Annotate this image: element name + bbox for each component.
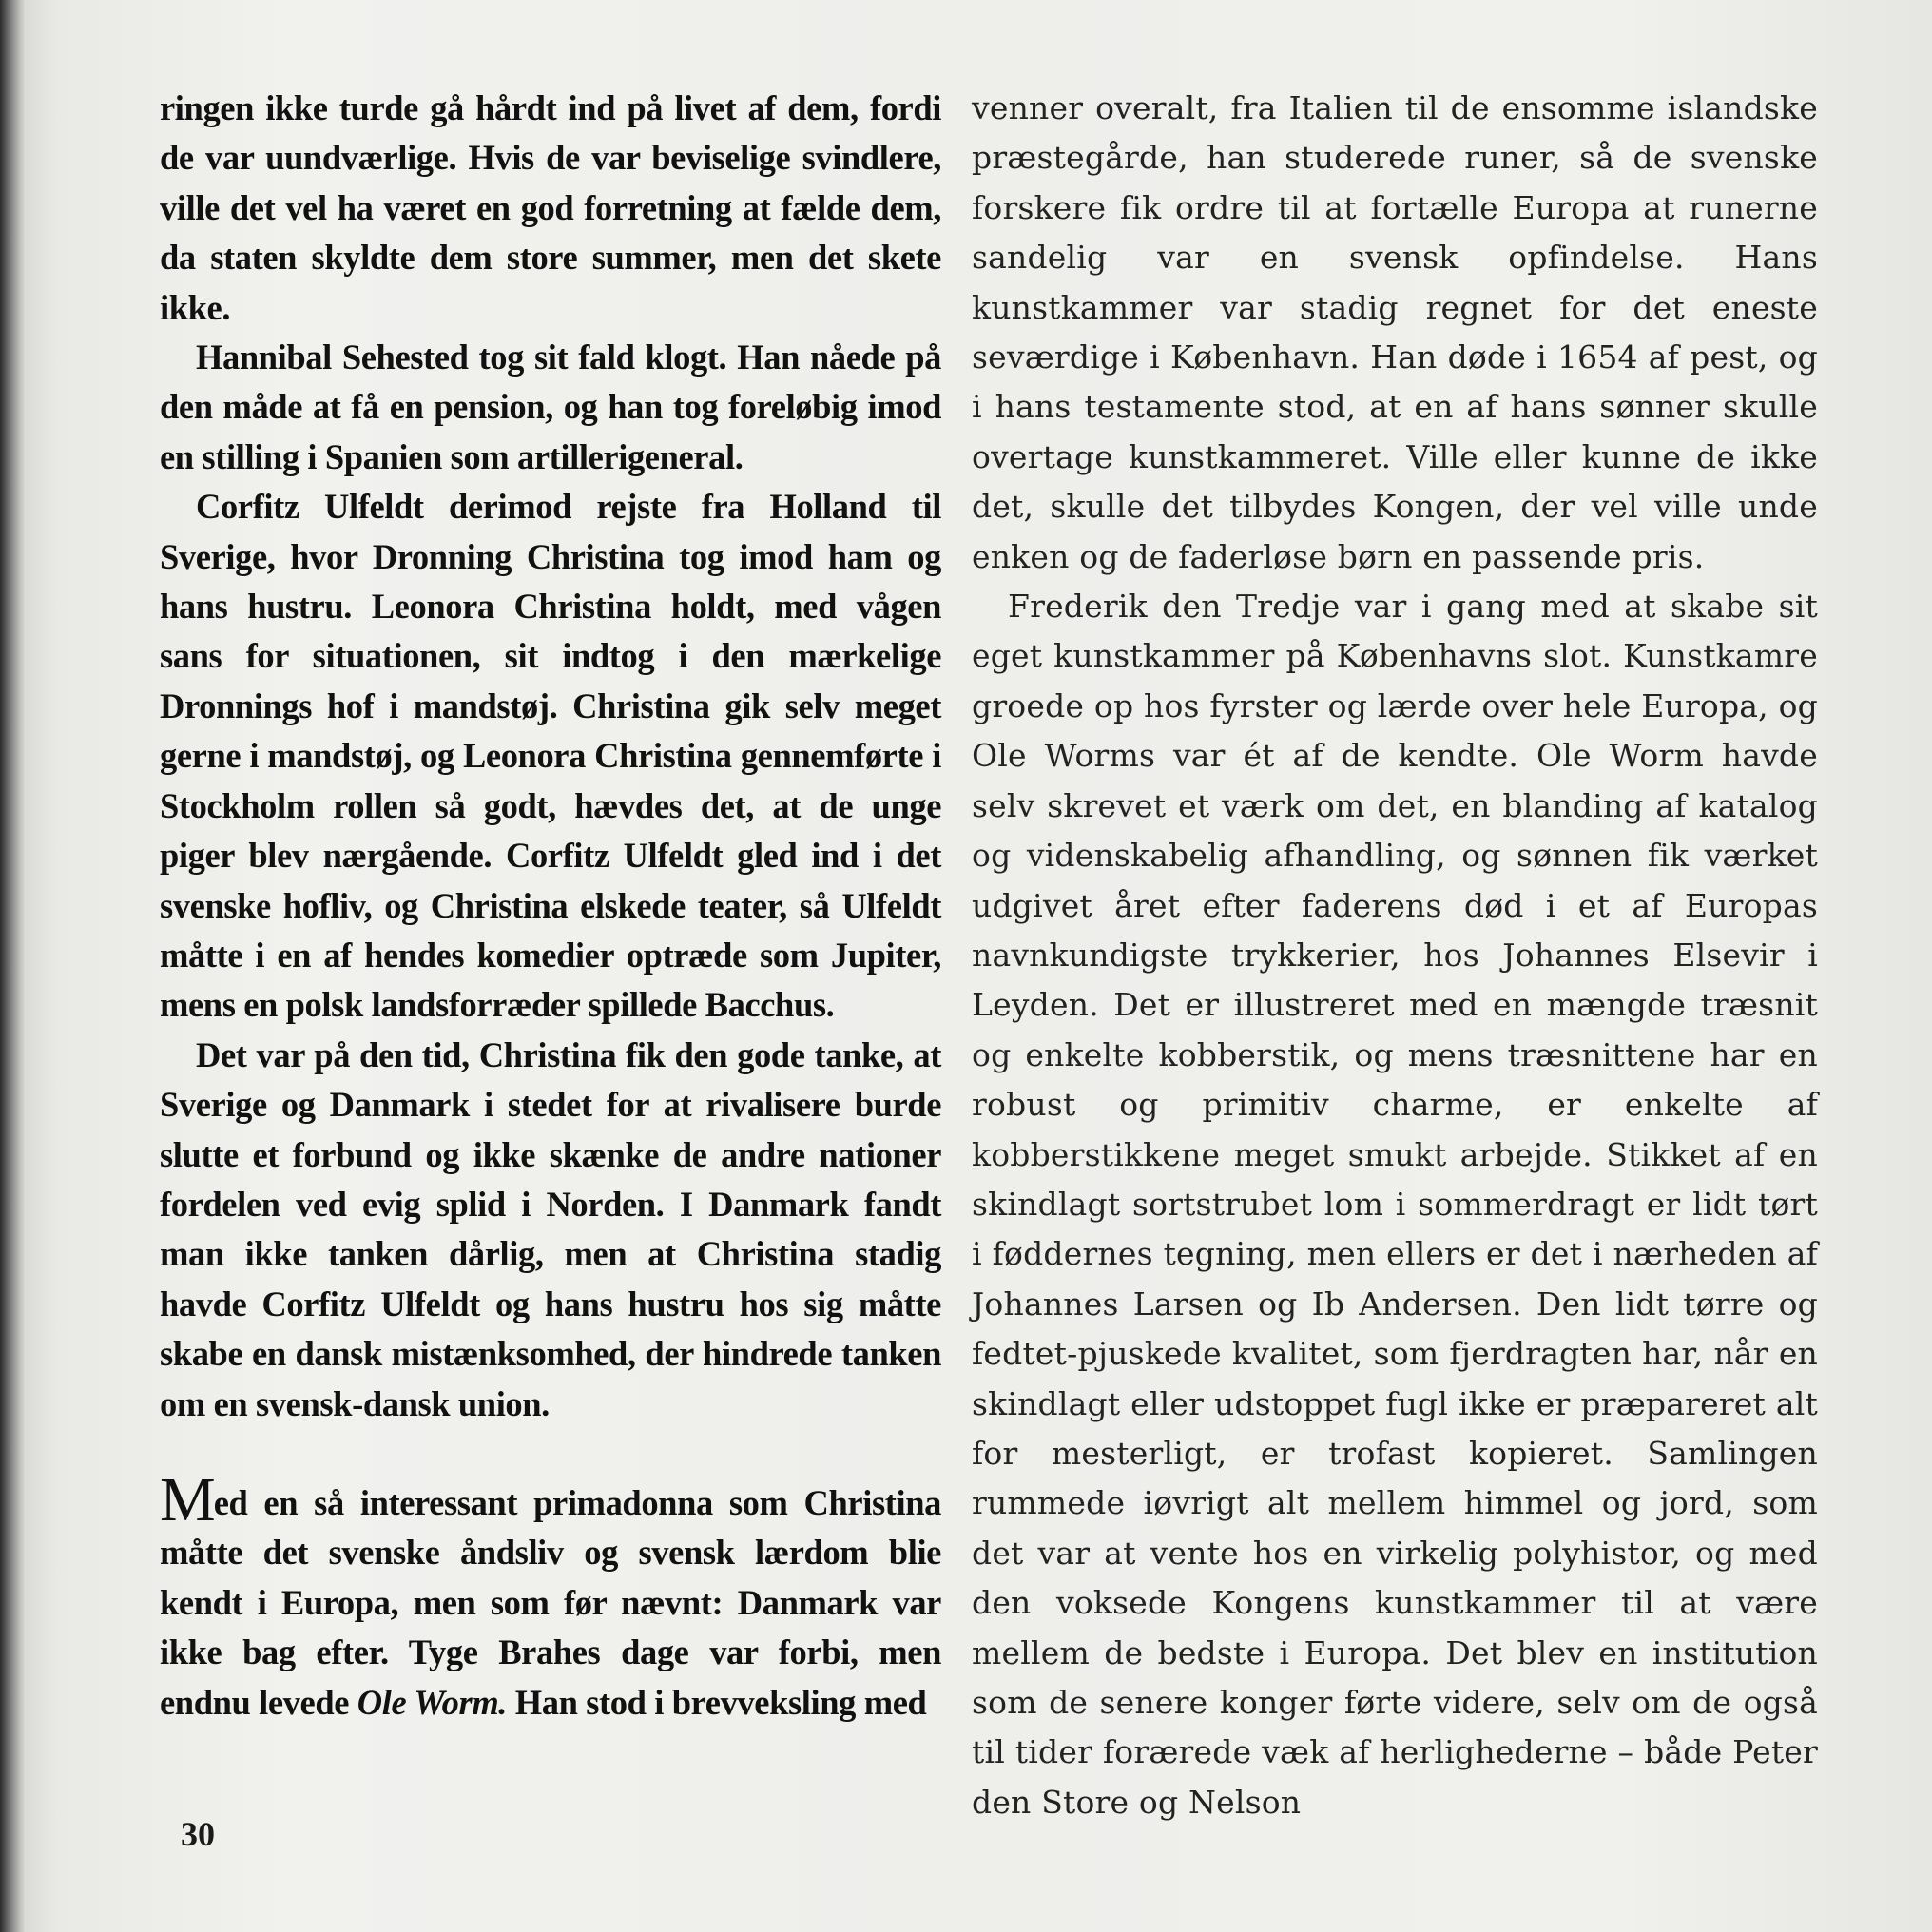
paragraph: Corfitz Ulfeldt derimod rejste fra Holland til Sverige, hvor Dronning Christina tog imod ham og hans hustru. Leonora Christina holdt, med vågen sans for situationen, sit indtog i den mærkelige Dronnings hof i mandstøj. Christina gik selv meget gerne i mandstøj, og Leonora Christina gennemførte i Stockholm rollen så godt, hævdes det, at de unge piger blev nærgående. Corfitz Ulfeldt gled ind i det svenske hofliv, og Christina elskede teater, så Ulfeldt måtte i en af hendes komedier optræde som Jupiter, mens en polsk landsforræder spillede Bacchus. (160, 487, 941, 1025)
italic-name: Ole Worm. (357, 1682, 508, 1722)
page-number: 30 (181, 1815, 215, 1853)
section-text-end: Han stod i brevveksling med (507, 1682, 927, 1722)
paragraph: ringen ikke turde gå hårdt ind på livet af dem, fordi de var uundværlige. Hvis de var beviselige svindlere, ville det vel ha været en god forretning at fælde dem, da staten skyldte dem store summer, men det skete ikke. (160, 88, 941, 327)
section-paragraph (160, 1464, 941, 1728)
paragraph: Hannibal Sehested tog sit fald klogt. Han nåede på den måde at få en pension, og han tog foreløbig imod en stilling i Spanien som artillerigeneral. (160, 338, 941, 476)
right-column (972, 84, 1818, 1827)
paragraph: Frederik den Tredje var i gang med at skabe sit eget kunstkammer på Københavns slot. Kunstkamre groede op hos fyrster og lærde over hele Europa, og Ole Worms var ét af de kendte. Ole Worm havde selv skrevet et værk om det, en blanding af katalog og videnskabelig afhandling, og sønnen fik værket udgivet året efter faderens død i et af Europas navnkundigste trykkerier, hos Johannes Elsevir i Leyden. Det er illustreret med en mængde træsnit og enkelte kobberstik, og mens træsnittene har en robust og primitiv charme, er enkelte af kobberstikkene meget smukt arbejde. Stikket af en skindlagt sortstrubet lom i sommerdragt er lidt tørt i føddernes tegning, men ellers er det i nærheden af Johannes Larsen og Ib Andersen. Den lidt tørre og fedtet-pjuskede kvalitet, som fjerdragten har, når en skindlagt eller udstoppet fugl ikke er præpareret alt for mesterligt, er trofast kopieret. Samlingen rummede iøvrigt alt mellem himmel og jord, som det var at vente hos en virkelig polyhistor, og med den voksede Kongens kunstkammer til at være mellem de bedste i Europa. Det blev en institution som de senere konger førte videre, selv om de også til tider forærede væk af herlighederne – både Peter den Store og Nelson (972, 588, 1818, 1821)
drop-cap: M (160, 1464, 214, 1535)
binding-edge (0, 0, 25, 1932)
paragraph: venner overalt, fra Italien til de ensomme islandske præstegårde, han studerede runer, så de svenske forskere fik ordre til at fortælle Europa at runerne sandelig var en svensk opfindelse. Hans kunstkammer var stadig regnet for det eneste seværdige i København. Han døde i 1654 af pest, og i hans testamente stod, at en af hans sønner skulle overtage kunstkammeret. Ville eller kunne de ikke det, skulle det tilbydes Kongen, der vel ville unde enken og de faderløse børn en passende pris. (972, 89, 1818, 575)
paragraph: Det var på den tid, Christina fik den gode tanke, at Sverige og Danmark i stedet for at rivalisere burde slutte et forbund og ikke skænke de andre nationer fordelen ved evig splid i Norden. I Danmark fandt man ikke tanken dårlig, men at Christina stadig havde Corfitz Ulfeldt og hans hustru hos sig måtte skabe en dansk mistænksomhed, der hindrede tanken om en svensk-dansk union. (160, 1034, 941, 1423)
left-column (160, 84, 941, 1728)
section-text-start: ed en så interessant primadonna som Christina måtte det svenske åndsliv og svensk lærdom blie kendt i Europa, men som før nævnt: Danmark var ikke bag efter. Tyge Brahes dage var forbi, men endnu levede (160, 1482, 941, 1722)
